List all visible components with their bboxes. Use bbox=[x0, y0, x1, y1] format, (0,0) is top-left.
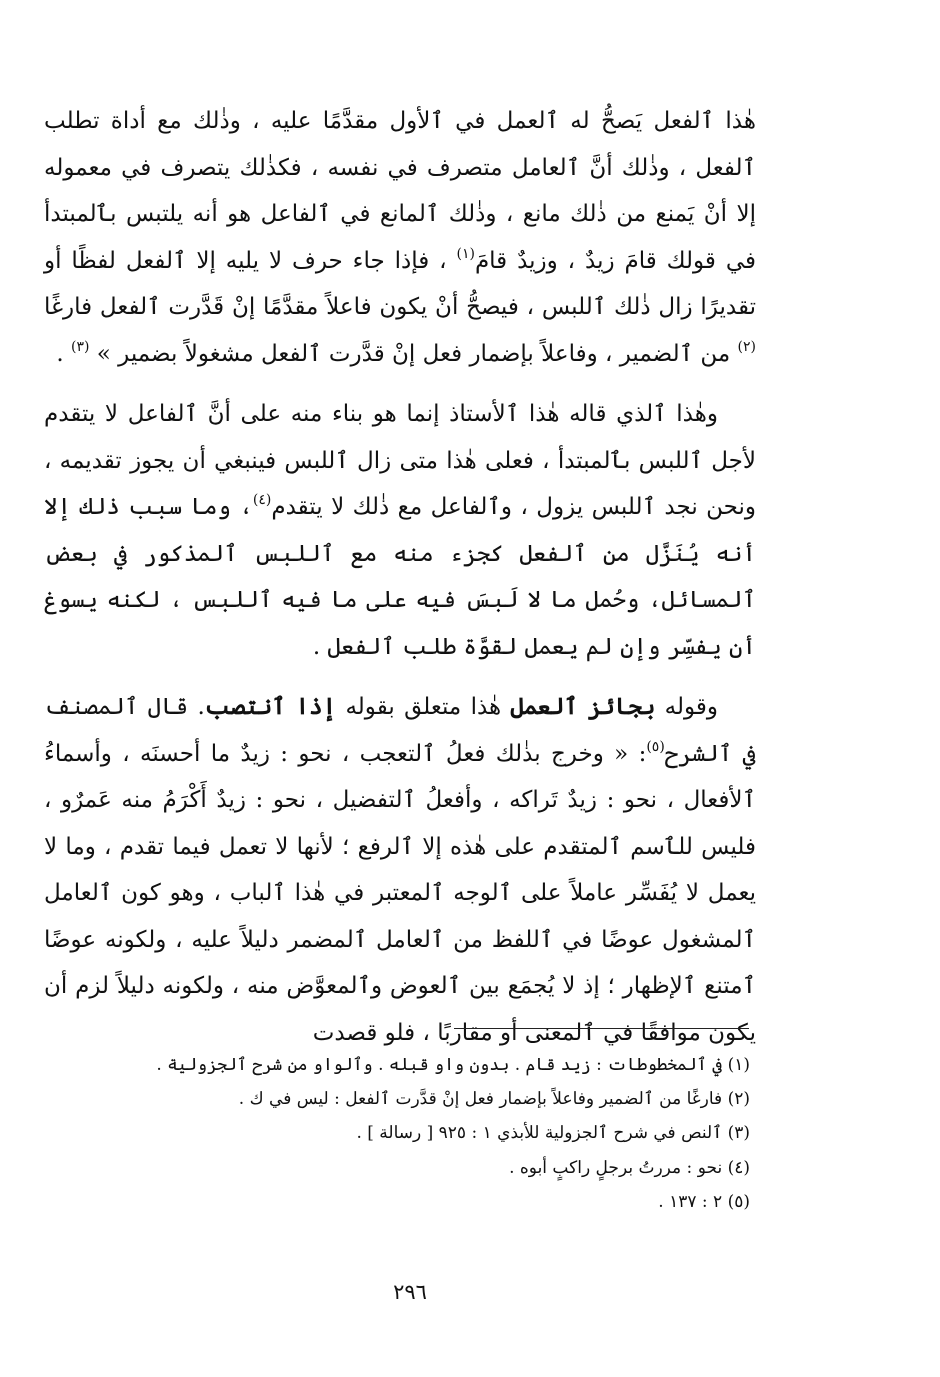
paragraph-2 bbox=[44, 391, 756, 670]
footnote-separator bbox=[454, 1028, 749, 1029]
footnotes bbox=[100, 1048, 750, 1219]
footnote-ref-1: (١) bbox=[456, 245, 475, 262]
p3-text-1: وقوله bbox=[655, 694, 718, 720]
footnote-5: (٥) ٢ : ١٣٧ . bbox=[658, 1191, 750, 1212]
main-text bbox=[44, 98, 756, 1056]
footnote-2: (٢) فارغًا من ٱلضمير وفاعلاً بإضمار فعل إنْ قدَّرت ٱلفعل : ليس في ك . bbox=[238, 1089, 750, 1110]
footnote-ref-5: (٥) bbox=[646, 738, 665, 755]
footnote-ref-2: (٢) bbox=[737, 338, 756, 355]
p1-text-4: . bbox=[56, 340, 71, 367]
p2-text-2: ، وما سبب ذٰلك إلا أنه يُنَزَّل من ٱلفعل كجزء منه مع ٱللبس ٱلمذكور في بعض ٱلمسائل، وحُمل ما لا لَبسَ فيه على ما فيه ٱللبس ، لكنه يسوغ أن يفسِّر وإن لم يعمل لقوَّة طلب ٱلفعل . bbox=[44, 494, 756, 660]
p1-text-3: من ٱلضمير ، وفاعلاً بإضمار فعل إنْ قدَّرت ٱلفعل مشغولاً بضمير » bbox=[89, 340, 738, 367]
paragraph-1 bbox=[44, 98, 756, 377]
footnote-4: (٤) نحو : مررتُ برجلٍ راكبٍ أبوه . bbox=[509, 1157, 750, 1178]
footnote-1: (١) في ٱلمخطوطات : زيد قام . بدون واو قبله . وٱلواو من شرح ٱلجزولية . bbox=[156, 1055, 750, 1075]
p3-text-3: . قال ٱلمصنف في ٱلشرح bbox=[44, 694, 756, 767]
page-number: ٢٩٦ bbox=[393, 1280, 427, 1304]
footnote-ref-3: (٣) bbox=[70, 338, 90, 355]
p1-text-2: ، فإذا جاء حرف لا يليه إلا ٱلفعل لفظًا أو تقديرًا زال ذٰلك ٱللبس ، فيصحُّ أنْ يكون فاعلاً مقدَّمًا إنْ قَدَّرت ٱلفعل فارغًا bbox=[44, 247, 756, 320]
footnote-3: (٣) ٱلنص في شرح ٱلجزولية للأبذي ١ : ٩٢٥ [ رسالة ] . bbox=[356, 1123, 750, 1144]
paragraph-3 bbox=[44, 684, 756, 1056]
p3-text-2: هٰذا متعلق بقوله bbox=[336, 694, 511, 720]
p3-text-4: : « وخرج بذٰلك فعلُ ٱلتعجب ، نحو : زيدٌ ما أحسنَه ، وأسماءُ ٱلأفعال ، نحو : زيدٌ تَراكه ، وأفعلُ ٱلتفضيل ، نحو : زيدٌ أَكْرَمُ منه عَمرٌو ، فليس للٱسم ٱلمتقدم على هٰذه إلا ٱلرفع ؛ لأنها لا تعمل فيما تقدم ، وما لا يعمل لا يُفَسِّر عاملاً على ٱلوجه ٱلمعتبر في هٰذا ٱلباب ، وهو كون ٱلعامل ٱلمشغول عوضًا في ٱللفظ من ٱلعامل ٱلمضمر دليلاً عليه ، ولكونه عوضًا ٱمتنع ٱلإظهار ؛ إذ لا يُجمَع بين ٱلعوض وٱلمعوَّض منه ، ولكونه دليلاً لزم أن يكون موافقًا في ٱلمعنى أو مقاربًا ، فلو قصدت bbox=[44, 740, 756, 1046]
footnote-ref-4: (٤) bbox=[252, 492, 272, 508]
p3-bold-term-1: بجائز ٱلعمل bbox=[510, 693, 656, 720]
p3-bold-term-2: إذا ٱنتصب bbox=[204, 693, 337, 720]
p2-text-1: وهٰذا ٱلذي قاله هٰذا ٱلأستاذ إنما هو بناء منه على أنَّ ٱلفاعل لا يتقدم لأجل ٱللبس بٱلمبتدأ ، فعلى هٰذا متى زال ٱللبس فينبغي أن يجوز تقديمه ، ونحن نجد ٱللبس يزول ، وٱلفاعل مع ذٰلك لا يتقدم bbox=[44, 401, 756, 520]
p1-text-1: هٰذا ٱلفعل يَصحُّ له ٱلعمل في ٱلأول مقدَّمًا عليه ، وذٰلك مع أداة تطلب ٱلفعل ، وذٰلك أنَّ ٱلعامل متصرف في نفسه ، فكذٰلك يتصرف في معموله إلا أنْ يَمنع من ذٰلك مانع ، وذٰلك ٱلمانع في ٱلفاعل هو أنه يلتبس بٱلمبتدأ في قولك قامَ زيدٌ ، وزيدٌ قامَ bbox=[44, 108, 756, 274]
